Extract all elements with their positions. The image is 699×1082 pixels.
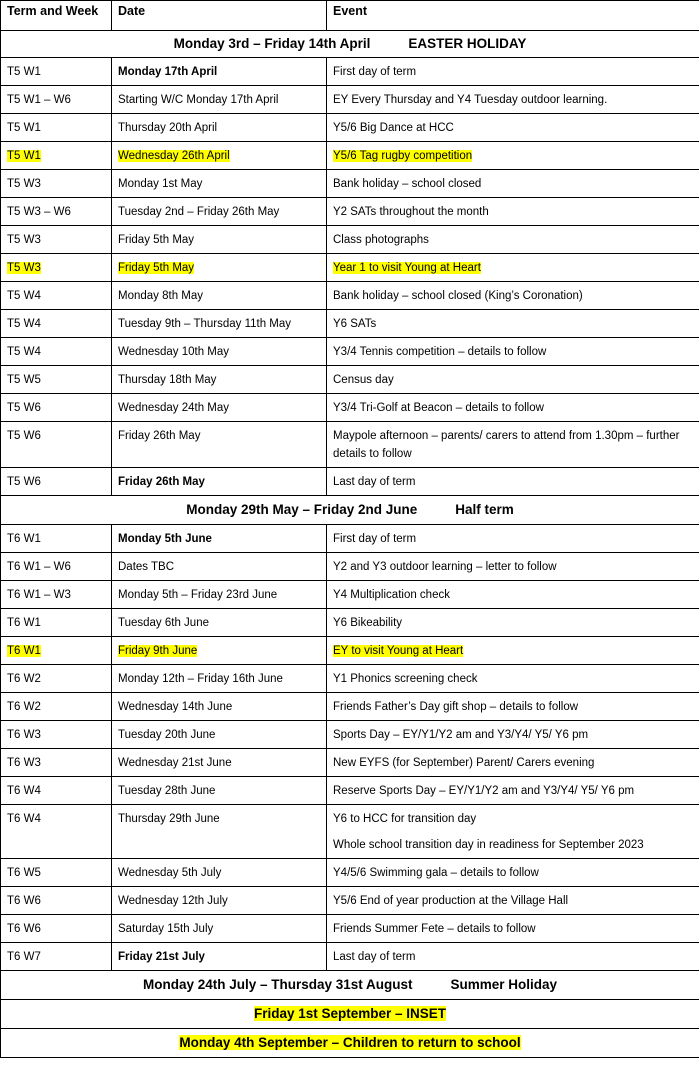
section-inset-text: Friday 1st September – INSET bbox=[253, 1006, 447, 1021]
date-cell: Friday 5th May bbox=[112, 226, 327, 254]
term-cell: T6 W1 – W6 bbox=[1, 553, 112, 581]
event-cell: Y6 SATs bbox=[327, 310, 699, 338]
term-cell: T5 W1 bbox=[1, 114, 112, 142]
event-cell: Y1 Phonics screening check bbox=[327, 665, 699, 693]
term-cell: T6 W1 bbox=[1, 609, 112, 637]
date-cell: Wednesday 5th July bbox=[112, 859, 327, 887]
date-cell: Monday 1st May bbox=[112, 170, 327, 198]
date-cell: Tuesday 28th June bbox=[112, 777, 327, 805]
table-row bbox=[1, 581, 699, 609]
table-row bbox=[1, 805, 699, 859]
table-row bbox=[1, 394, 699, 422]
term-cell: T6 W1 bbox=[1, 637, 112, 665]
term-cell: T5 W5 bbox=[1, 366, 112, 394]
term-cell: T6 W3 bbox=[1, 721, 112, 749]
table-row bbox=[1, 721, 699, 749]
date-cell: Saturday 15th July bbox=[112, 915, 327, 943]
table-row bbox=[1, 366, 699, 394]
term-cell: T6 W2 bbox=[1, 693, 112, 721]
event-cell: Y2 and Y3 outdoor learning – letter to follow bbox=[327, 553, 699, 581]
term-cell: T5 W6 bbox=[1, 468, 112, 496]
section-summer-label: Summer Holiday bbox=[450, 977, 558, 992]
date-cell: Dates TBC bbox=[112, 553, 327, 581]
date-cell: Monday 8th May bbox=[112, 282, 327, 310]
date-cell: Wednesday 21st June bbox=[112, 749, 327, 777]
table-row bbox=[1, 254, 699, 282]
table-row bbox=[1, 943, 699, 971]
date-cell: Friday 21st July bbox=[112, 943, 327, 971]
date-cell: Friday 5th May bbox=[112, 254, 327, 282]
table-row bbox=[1, 609, 699, 637]
table-row bbox=[1, 915, 699, 943]
date-cell: Tuesday 6th June bbox=[112, 609, 327, 637]
term-cell: T5 W3 – W6 bbox=[1, 198, 112, 226]
term-cell: T6 W6 bbox=[1, 887, 112, 915]
table-row bbox=[1, 749, 699, 777]
term-cell: T6 W2 bbox=[1, 665, 112, 693]
term-cell: T5 W1 bbox=[1, 58, 112, 86]
term-cell: T6 W4 bbox=[1, 777, 112, 805]
term-cell: T6 W5 bbox=[1, 859, 112, 887]
term-cell: T6 W1 – W3 bbox=[1, 581, 112, 609]
event-cell: Y6 to HCC for transition day Whole school transition day in readiness for September 2023 bbox=[327, 805, 699, 859]
event-cell: Y5/6 Tag rugby competition bbox=[327, 142, 699, 170]
table-row bbox=[1, 887, 699, 915]
event-cell: Bank holiday – school closed bbox=[327, 170, 699, 198]
event-cell: First day of term bbox=[327, 525, 699, 553]
term-cell: T6 W3 bbox=[1, 749, 112, 777]
header-date: Date bbox=[112, 1, 327, 31]
term-cell: T5 W3 bbox=[1, 254, 112, 282]
event-cell: Bank holiday – school closed (King’s Coronation) bbox=[327, 282, 699, 310]
date-cell: Starting W/C Monday 17th April bbox=[112, 86, 327, 114]
event-cell: Friends Summer Fete – details to follow bbox=[327, 915, 699, 943]
term-cell: T5 W3 bbox=[1, 226, 112, 254]
table-row bbox=[1, 226, 699, 254]
event-cell: EY to visit Young at Heart bbox=[327, 637, 699, 665]
term-cell: T6 W4 bbox=[1, 805, 112, 859]
date-cell: Thursday 20th April bbox=[112, 114, 327, 142]
table-row bbox=[1, 777, 699, 805]
date-cell: Thursday 29th June bbox=[112, 805, 327, 859]
event-cell: Last day of term bbox=[327, 943, 699, 971]
event-cell: Y5/6 End of year production at the Village Hall bbox=[327, 887, 699, 915]
table-row bbox=[1, 553, 699, 581]
date-cell: Friday 26th May bbox=[112, 422, 327, 468]
event-cell: Last day of term bbox=[327, 468, 699, 496]
header-row bbox=[1, 1, 699, 31]
event-cell: EY Every Thursday and Y4 Tuesday outdoor learning. bbox=[327, 86, 699, 114]
table-row bbox=[1, 114, 699, 142]
term-cell: T5 W3 bbox=[1, 170, 112, 198]
table-row bbox=[1, 282, 699, 310]
section-summer-dates: Monday 24th July – Thursday 31st August bbox=[142, 977, 413, 992]
date-cell: Thursday 18th May bbox=[112, 366, 327, 394]
date-cell: Monday 5th June bbox=[112, 525, 327, 553]
term-cell: T5 W6 bbox=[1, 394, 112, 422]
term-cell: T5 W1 bbox=[1, 142, 112, 170]
term-cell: T5 W6 bbox=[1, 422, 112, 468]
event-cell: First day of term bbox=[327, 58, 699, 86]
table-row bbox=[1, 310, 699, 338]
date-cell: Wednesday 26th April bbox=[112, 142, 327, 170]
event-cell: Y3/4 Tennis competition – details to follow bbox=[327, 338, 699, 366]
term-cell: T5 W4 bbox=[1, 338, 112, 366]
term-cell: T5 W4 bbox=[1, 282, 112, 310]
section-half-term-label: Half term bbox=[455, 502, 514, 517]
term-cell: T6 W1 bbox=[1, 525, 112, 553]
event-cell: Maypole afternoon – parents/ carers to attend from 1.30pm – further details to follow bbox=[327, 422, 699, 468]
date-cell: Monday 12th – Friday 16th June bbox=[112, 665, 327, 693]
section-row-inset bbox=[1, 1000, 699, 1029]
event-cell: Year 1 to visit Young at Heart bbox=[327, 254, 699, 282]
event-cell: Y4 Multiplication check bbox=[327, 581, 699, 609]
event-cell: Class photographs bbox=[327, 226, 699, 254]
event-cell: Sports Day – EY/Y1/Y2 am and Y3/Y4/ Y5/ Y6 pm bbox=[327, 721, 699, 749]
event-cell: New EYFS (for September) Parent/ Carers evening bbox=[327, 749, 699, 777]
section-return-text: Monday 4th September – Children to return to school bbox=[179, 1035, 521, 1050]
event-cell: Census day bbox=[327, 366, 699, 394]
header-event: Event bbox=[327, 1, 699, 31]
term-cell: T6 W7 bbox=[1, 943, 112, 971]
date-cell: Wednesday 12th July bbox=[112, 887, 327, 915]
table-row bbox=[1, 468, 699, 496]
date-cell: Friday 9th June bbox=[112, 637, 327, 665]
table-row bbox=[1, 859, 699, 887]
table-row bbox=[1, 665, 699, 693]
event-cell: Y2 SATs throughout the month bbox=[327, 198, 699, 226]
table-row bbox=[1, 170, 699, 198]
event-cell: Y3/4 Tri-Golf at Beacon – details to follow bbox=[327, 394, 699, 422]
event-cell: Y5/6 Big Dance at HCC bbox=[327, 114, 699, 142]
table-row bbox=[1, 338, 699, 366]
event-cell: Friends Father’s Day gift shop – details to follow bbox=[327, 693, 699, 721]
event-cell: Reserve Sports Day – EY/Y1/Y2 am and Y3/Y4/ Y5/ Y6 pm bbox=[327, 777, 699, 805]
table-row bbox=[1, 86, 699, 114]
term-cell: T5 W4 bbox=[1, 310, 112, 338]
date-cell: Wednesday 10th May bbox=[112, 338, 327, 366]
section-easter-label: EASTER HOLIDAY bbox=[408, 36, 527, 51]
date-cell: Monday 5th – Friday 23rd June bbox=[112, 581, 327, 609]
term-cell: T6 W6 bbox=[1, 915, 112, 943]
table-row bbox=[1, 637, 699, 665]
section-row-easter bbox=[1, 31, 699, 58]
section-row-half-term bbox=[1, 496, 699, 525]
date-cell: Tuesday 2nd – Friday 26th May bbox=[112, 198, 327, 226]
date-cell: Wednesday 24th May bbox=[112, 394, 327, 422]
section-row-summer bbox=[1, 971, 699, 1000]
event-cell: Y6 Bikeability bbox=[327, 609, 699, 637]
table-row bbox=[1, 142, 699, 170]
date-cell: Monday 17th April bbox=[112, 58, 327, 86]
date-cell: Tuesday 20th June bbox=[112, 721, 327, 749]
section-half-term-dates: Monday 29th May – Friday 2nd June bbox=[186, 502, 418, 517]
section-row-return bbox=[1, 1029, 699, 1058]
table-row bbox=[1, 422, 699, 468]
table-row bbox=[1, 693, 699, 721]
date-cell: Wednesday 14th June bbox=[112, 693, 327, 721]
table-row bbox=[1, 58, 699, 86]
table-row bbox=[1, 198, 699, 226]
table-row bbox=[1, 525, 699, 553]
header-term-week: Term and Week bbox=[1, 1, 112, 31]
section-easter-dates: Monday 3rd – Friday 14th April bbox=[173, 36, 371, 51]
date-cell: Tuesday 9th – Thursday 11th May bbox=[112, 310, 327, 338]
date-cell: Friday 26th May bbox=[112, 468, 327, 496]
term-cell: T5 W1 – W6 bbox=[1, 86, 112, 114]
event-cell: Y4/5/6 Swimming gala – details to follow bbox=[327, 859, 699, 887]
